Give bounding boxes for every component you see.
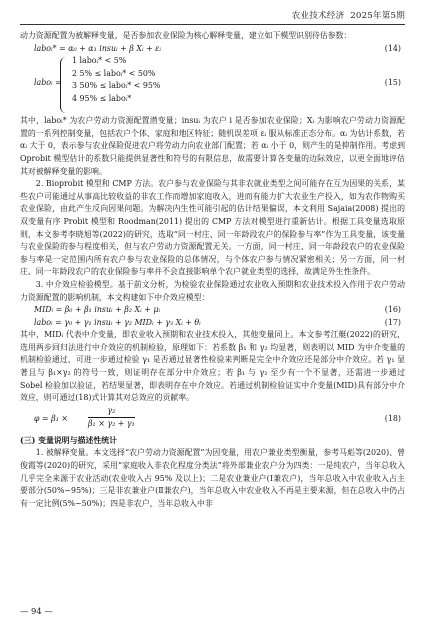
article-body <box>20 30 405 510</box>
equation-18-lhs: φ = β₁ × <box>34 413 68 423</box>
page-number: — 94 — <box>20 606 53 616</box>
equation-15-case: 2 5% ≤ laboᵢ* < 50% <box>72 68 156 78</box>
equation-18-fraction <box>88 405 135 431</box>
equation-15-case: 1 laboᵢ* < 5% <box>72 56 127 66</box>
equation-16 <box>20 304 405 317</box>
paragraph-dependent-variable: 1. 被解释变量。本文选择“农户劳动力资源配置”为因变量，用农户兼业类型衡量，参考马彪等(2020)、曾俊霞等(2020)的研究，采用“家庭收入非农化程度分类法”将外部兼业农户分为四类：一是纯农户，当年总收入几乎完全来源于农业活动(农业收入占 95% 及以上)；二是农业兼业户(Ⅰ兼农户)，当年总收入中农业收入占主要部分(50%~95%)；三是非农兼业户(Ⅱ兼农户)，当年总收入中农业收入不再是主要来源，但在总收入中仍占有一定比例(5%~50%)；四是非农户，当年总收入中非 <box>20 448 405 508</box>
header-rule <box>20 24 405 25</box>
equation-16-body: MIDᵢ = β₀ + β₁ insuᵢ + β₂ Xᵢ + μᵢ <box>34 305 161 315</box>
equation-15-brace <box>60 57 67 113</box>
equation-14 <box>20 43 405 56</box>
equation-18 <box>20 405 405 433</box>
equation-15-lhs: laboᵢ = <box>34 78 62 88</box>
equation-17-number: (17) <box>384 317 401 327</box>
equation-15-case: 4 95% ≤ laboᵢ* <box>72 93 132 103</box>
paragraph-mediation: 3. 中介效应检验模型。基于前文分析，为检验农业保险通过农业收入预期和农业技术投入作用于农户劳动力资源配置的影响机制，本文构建如下中介效应模型： <box>20 279 405 302</box>
journal-name: 农业技术经济 <box>291 11 345 21</box>
paragraph-intro: 动力资源配置为被解释变量，是否参加农业保险为核心解释变量，建立如下模型识别待估参数： <box>20 31 352 40</box>
equation-18-numerator: γ₂ <box>88 405 135 418</box>
equation-14-number: (14) <box>384 43 401 53</box>
paragraph-bioprobit: 2. Bioprobit 模型和 CMP 方法。农户参与农业保险与其非农就业类型之间可能存在互为因果的关系，某些农户可能通过从事高比较收益的非农工作而增加家庭收入，进而有能力扩大农业生产投入，如为农作物购买农业保险，由此产生反向因果问题。为解决内生性可能引起的估计结果偏误，本文利用 Sajaia(2008) 提出的双变量有序 Probit 模型和 Roodman(2011) 提出的 CMP 方法对模型进行重新估计。根据工具变量选取原则，本文参考李晓旭等(2022)的研究，选取“同一村庄、同一年龄段农户的保险参与率”作为工具变量，该变量与农业保险的参与程度相关，但与农户劳动力资源配置无关。一方面，同一村庄、同一年龄段农户的农业保险参与率是一定范围内所有农户参与农业保险的总体情况，与个体农户参与情况紧密相关；另一方面，同一村庄、同一年龄段农户的农业保险参与率并不会直接影响单个农户就业类型的选择，故满足外生性条件。 <box>20 179 405 277</box>
section-heading: (三) 变量说明与描述性统计 <box>20 435 118 445</box>
equation-15-cases <box>72 55 160 105</box>
running-header <box>20 9 405 23</box>
equation-17 <box>20 317 405 330</box>
equation-15-number: (15) <box>384 78 401 88</box>
equation-17-body: laboᵢ = γ₀ + γ₁ insuᵢ + γ₂ MIDᵢ + γ₃ Xᵢ + θᵢ <box>34 317 201 327</box>
equation-14-body: laboᵢ* = α₀ + α₁ insuᵢ + β Xᵢ + εᵢ <box>34 43 161 53</box>
paragraph-mechanism: 其中，MIDᵢ 代表中介变量，即农业收入预期和农业技术投入，其他变量同上。本文参考江艇(2022)的研究，选用两步回归法进行中介效应的机制检验，原理如下：若系数 β₁ 和 γ₂ 均显著，则表明以 MID 为中介变量的机制检验通过，可进一步通过检验 γ₁ 是否通过显著性检验来判断是完全中介效应还是部分中介效应。若 γ₁ 显著且与 β₁×γ₂ 的符号一致，则证明存在部分中介效应；若 β₁ 与 γ₂ 至少有一个不显著，还需进一步通过 Sobel 检验加以验证，若结果显著，即表明存在中介效应。若通过机制检验证实中介变量(MID)具有部分中介效应，则可通过(18)式计算其对总效应的贡献率。 <box>20 330 405 403</box>
paragraph-variables: 其中，laboᵢ* 为农户劳动力资源配置潜变量；insuᵢ 为农户 i 是否参加农业保险；Xᵢ 为影响农户劳动力资源配置的一系列控制变量，包括农户个体、家庭和地区特征；随机误差项 εᵢ 服从标准正态分布。αᵢ 为估计系数，若 αᵢ 大于 0，表示参与农业保险促进农户将劳动力向农业部门配置；若 αᵢ 小于 0，则产生的是抑制作用。考虑到 Oprobit 模型估计的系数只能提供显著性和符号的有限信息，故需要计算各变量的边际效应，以更全面地评估其对被解释变量的影响。 <box>20 116 405 176</box>
equation-15-case: 3 50% ≤ laboᵢ* < 95% <box>72 81 161 91</box>
equation-15 <box>20 55 405 115</box>
equation-18-number: (18) <box>384 413 401 423</box>
issue-label: 2025年第5期 <box>350 11 405 21</box>
equation-16-number: (16) <box>384 305 401 315</box>
equation-18-denominator: β₁ × γ₂ + γ₁ <box>88 418 135 428</box>
